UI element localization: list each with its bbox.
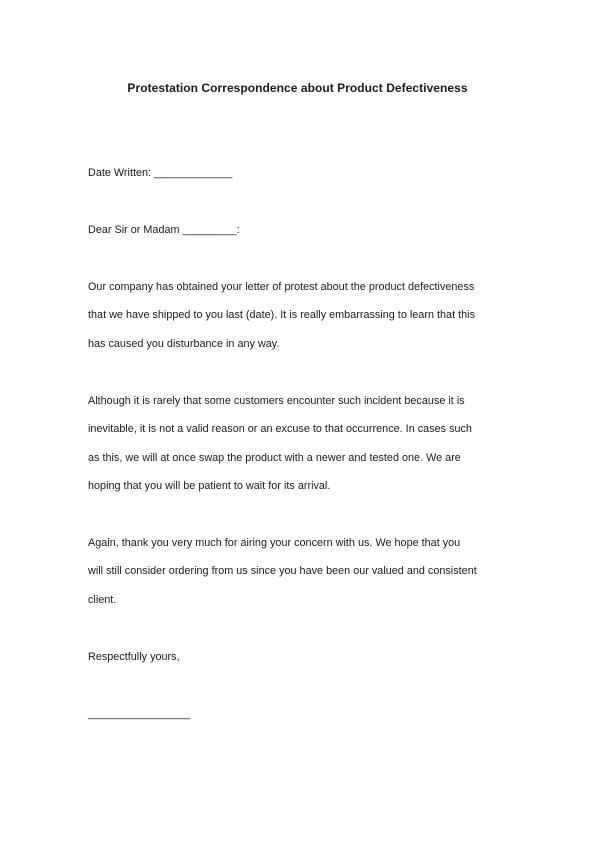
closing-line: Respectfully yours, (88, 651, 180, 663)
paragraph-3-line-3: client. (88, 594, 117, 606)
paragraph-2-line-2: inevitable, it is not a valid reason or an excuse to that occurrence. In cases such (88, 423, 472, 435)
paragraph-1-line-2: that we have shipped to you last (date). It is really embarrassing to learn that this (88, 309, 475, 321)
paragraph-2-line-3: as this, we will at once swap the product with a newer and tested one. We are (88, 452, 461, 464)
paragraph-1-line-3: has caused you disturbance in any way. (88, 338, 280, 350)
paragraph-2-line-4: hoping that you will be patient to wait for its arrival. (88, 480, 331, 492)
letter-title: Protestation Correspondence about Product Defectiveness (127, 81, 468, 95)
paragraph-3-line-1: Again, thank you very much for airing your concern with us. We hope that you (88, 537, 461, 549)
salutation-line: Dear Sir or Madam _________: (88, 224, 240, 236)
date-written-line: Date Written: _____________ (88, 167, 233, 179)
paragraph-2-line-1: Although it is rarely that some customers encounter such incident because it is (88, 395, 465, 407)
signature-line: _________________ (88, 708, 191, 720)
paragraph-3-line-2: will still consider ordering from us since you have been our valued and consistent (88, 565, 477, 577)
paragraph-1-line-1: Our company has obtained your letter of protest about the product defectiveness (88, 281, 475, 293)
